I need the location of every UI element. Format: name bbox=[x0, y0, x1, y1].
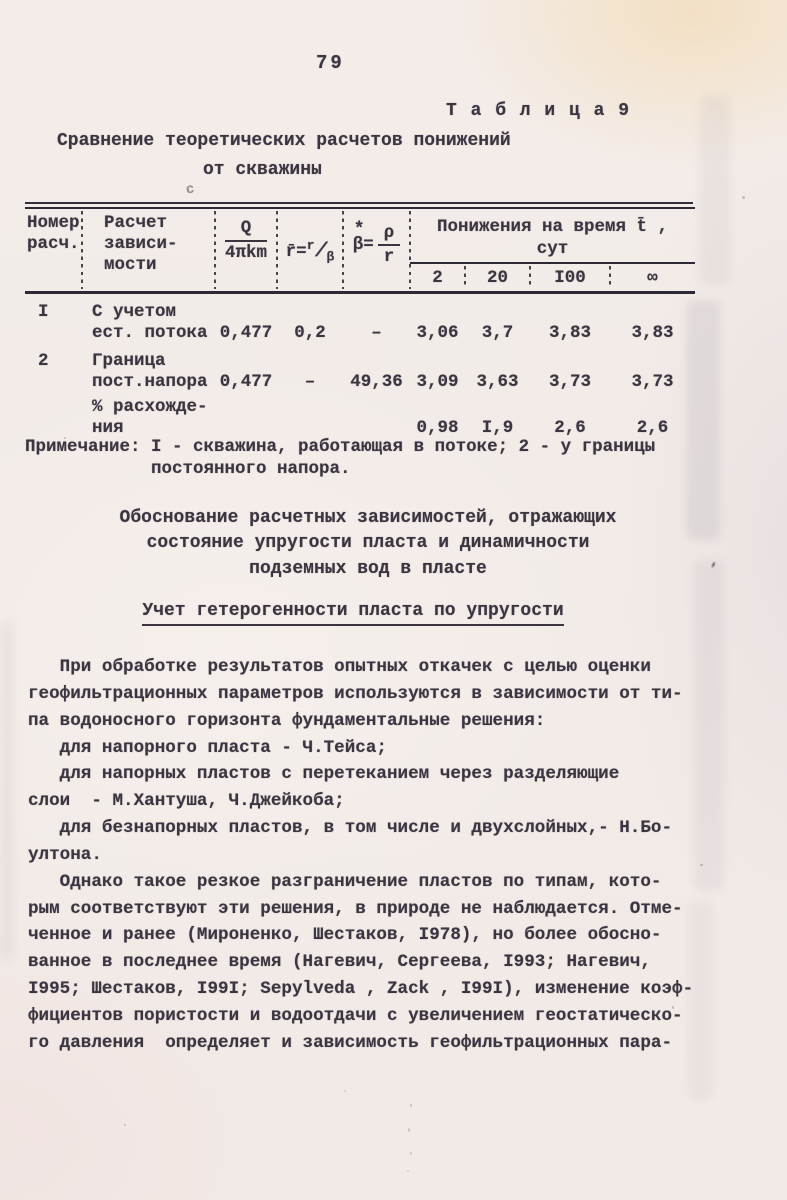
bleedthrough-smudge bbox=[0, 620, 14, 960]
ink-speck bbox=[410, 1152, 412, 1155]
table-note: Примечание: I - скважина, работающая в потоке; 2 - у границы постоянного напора. bbox=[25, 437, 656, 479]
subcolumn-t20: 20 bbox=[465, 264, 530, 291]
subcolumn-t100: I00 bbox=[530, 264, 610, 291]
ink-speck bbox=[124, 1124, 126, 1126]
column-header-number: Номер расч. bbox=[25, 209, 82, 291]
table-row: % расхожде- ния 0,98 I,9 2,6 2,6 bbox=[92, 397, 669, 438]
paragraph-line: ултона. bbox=[28, 844, 102, 865]
paragraph-line: Однако такое резкое разграничение пластов по типам, кото- bbox=[28, 871, 662, 892]
table-row: I С учетом ест. потока 0,477 0,2 – 3,06 3,7 3,83 3,83 bbox=[38, 302, 674, 343]
body-text bbox=[28, 654, 693, 1057]
paragraph-line: па водоносного горизонта фундаментальные решения: bbox=[28, 710, 546, 731]
paragraph-line: I995; Шестаков, I99I; Sepylveda , Zack , I99I), изменение коэф- bbox=[28, 979, 694, 1000]
ink-speck bbox=[407, 1170, 409, 1172]
column-header-q-formula: $\frac{Q}{\text{4πkm}}$ bbox=[215, 209, 277, 291]
table-9 bbox=[25, 202, 695, 439]
paragraph-line: ванное в последнее время (Нагевич, Сергеева, I993; Нагевич, bbox=[28, 952, 651, 973]
table-row: 2 Граница пост.напора 0,477 – 49,36 3,09 3,63 3,73 3,73 bbox=[38, 351, 674, 392]
subcolumn-tinf: ∞ bbox=[647, 268, 658, 288]
page-number: 79 bbox=[316, 52, 345, 74]
table-caption: Т а б л и ц а 9 bbox=[446, 101, 631, 121]
table-title-line1: Сравнение теоретических расчетов понижений bbox=[57, 131, 511, 151]
paragraph-line: рым соответствуют эти решения, в природе не наблюдается. Отме- bbox=[28, 898, 683, 919]
paragraph-line: геофильтрационных параметров используются в зависимости от ти- bbox=[28, 683, 683, 704]
table-header bbox=[25, 207, 695, 294]
table-body bbox=[25, 302, 695, 439]
stray-mark: с bbox=[184, 181, 196, 199]
paragraph-line: для напорного пласта - Ч.Тейса; bbox=[28, 737, 387, 758]
paragraph-line: слои - М.Хантуша, Ч.Джейкоба; bbox=[28, 791, 345, 812]
column-header-dependency: Расчет зависи- мости bbox=[82, 209, 215, 291]
paragraph-line: для напорных пластов с перетеканием через разделяющие bbox=[28, 764, 620, 785]
subcolumn-t2: 2 bbox=[410, 264, 465, 291]
ink-speck bbox=[410, 1104, 412, 1107]
section-heading: Обоснование расчетных зависимостей, отражающих состояние упругости пласта и динамичности подземных вод в пласте bbox=[119, 508, 617, 579]
ink-speck bbox=[700, 864, 703, 866]
ink-speck bbox=[742, 196, 745, 199]
paragraph-line: для безнапорных пластов, в том числе и двухслойных,- Н.Бо- bbox=[28, 818, 673, 839]
section-subheading: Учет гетерогенности пласта по упругости bbox=[0, 601, 706, 621]
column-header-r-formula: $r̄=^r/_\beta$ bbox=[277, 209, 343, 291]
bleedthrough-smudge bbox=[700, 95, 730, 285]
column-header-beta-formula: * β= $\frac{\rho}{r}$ bbox=[343, 209, 410, 291]
ink-speck bbox=[344, 1090, 346, 1092]
paragraph-line: При обработке результатов опытных откачек с целью оценки bbox=[28, 657, 651, 677]
column-header-drawdown-group: Понижения на время t̄ , сут 2 20 I00 ∞ bbox=[410, 209, 695, 291]
table-title-line2: от скважины bbox=[203, 160, 322, 180]
ink-speck bbox=[408, 1128, 410, 1132]
paragraph-line: фициентов пористости и водоотдачи с увеличением геостатическо- bbox=[28, 1005, 683, 1026]
paragraph-line: ченное и ранее (Мироненко, Шестаков, I978), но более обосно- bbox=[28, 925, 662, 946]
paragraph-line: го давления определяет и зависимость геофильтрационных пара- bbox=[28, 1032, 673, 1053]
